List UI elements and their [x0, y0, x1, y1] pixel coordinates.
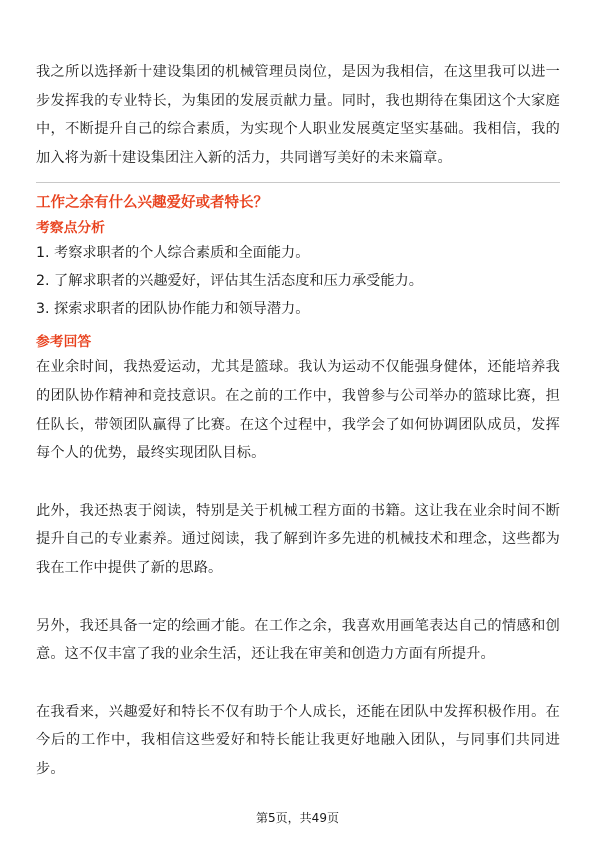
answer-paragraph: 另外，我还具备一定的绘画才能。在工作之余，我喜欢用画笔表达自己的情感和创意。这不仅丰富了我的业余生活，还让我在审美和创造力方面有所提升。: [36, 617, 560, 663]
page-number: 第5页，共49页: [256, 811, 339, 825]
analysis-item: 2. 了解求职者的兴趣爱好，评估其生活态度和压力承受能力。: [36, 273, 423, 290]
paragraph-gap: [36, 468, 560, 497]
page-content: [36, 58, 560, 784]
answer-paragraph: 在业余时间，我热爱运动，尤其是篮球。我认为运动不仅能强身健体，还能培养我的团队协作精神和竞技意识。在之前的工作中，我曾参与公司举办的篮球比赛，担任队长，带领团队赢得了比赛。在这个过程中，我学会了如何协调团队成员，发挥每个人的优势，最终实现团队目标。: [36, 359, 560, 462]
analysis-label: 考察点分析: [36, 220, 105, 237]
answer-paragraph: 在我看来，兴趣爱好和特长不仅有助于个人成长，还能在团队中发挥积极作用。在今后的工作中，我相信这些爱好和特长能让我更好地融入团队，与同事们共同进步。: [36, 703, 560, 777]
analysis-list: [36, 239, 560, 323]
paragraph-gap: [36, 583, 560, 612]
answer-paragraph: 此外，我还热衷于阅读，特别是关于机械工程方面的书籍。这让我在业余时间不断提升自己的专业素养。通过阅读，我了解到许多先进的机械技术和理念，这些都为我在工作中提供了新的思路。: [36, 502, 560, 576]
intro-paragraph: 我之所以选择新十建设集团的机械管理员岗位，是因为我相信，在这里我可以进一步发挥我的专业特长，为集团的发展贡献力量。同时，我也期待在集团这个大家庭中，不断提升自己的综合素质，为实现个人职业发展奠定坚实基础。我相信，我的加入将为新十建设集团注入新的活力，共同谱写美好的未来篇章。: [36, 64, 560, 166]
answer-label: 参考回答: [36, 334, 92, 351]
section-divider: [36, 182, 560, 183]
analysis-item: 3. 探索求职者的团队协作能力和领导潜力。: [36, 301, 310, 318]
paragraph-gap: [36, 669, 560, 698]
analysis-item: 1. 考察求职者的个人综合素质和全面能力。: [36, 245, 310, 262]
question-heading: 工作之余有什么兴趣爱好或者特长？: [36, 195, 268, 212]
